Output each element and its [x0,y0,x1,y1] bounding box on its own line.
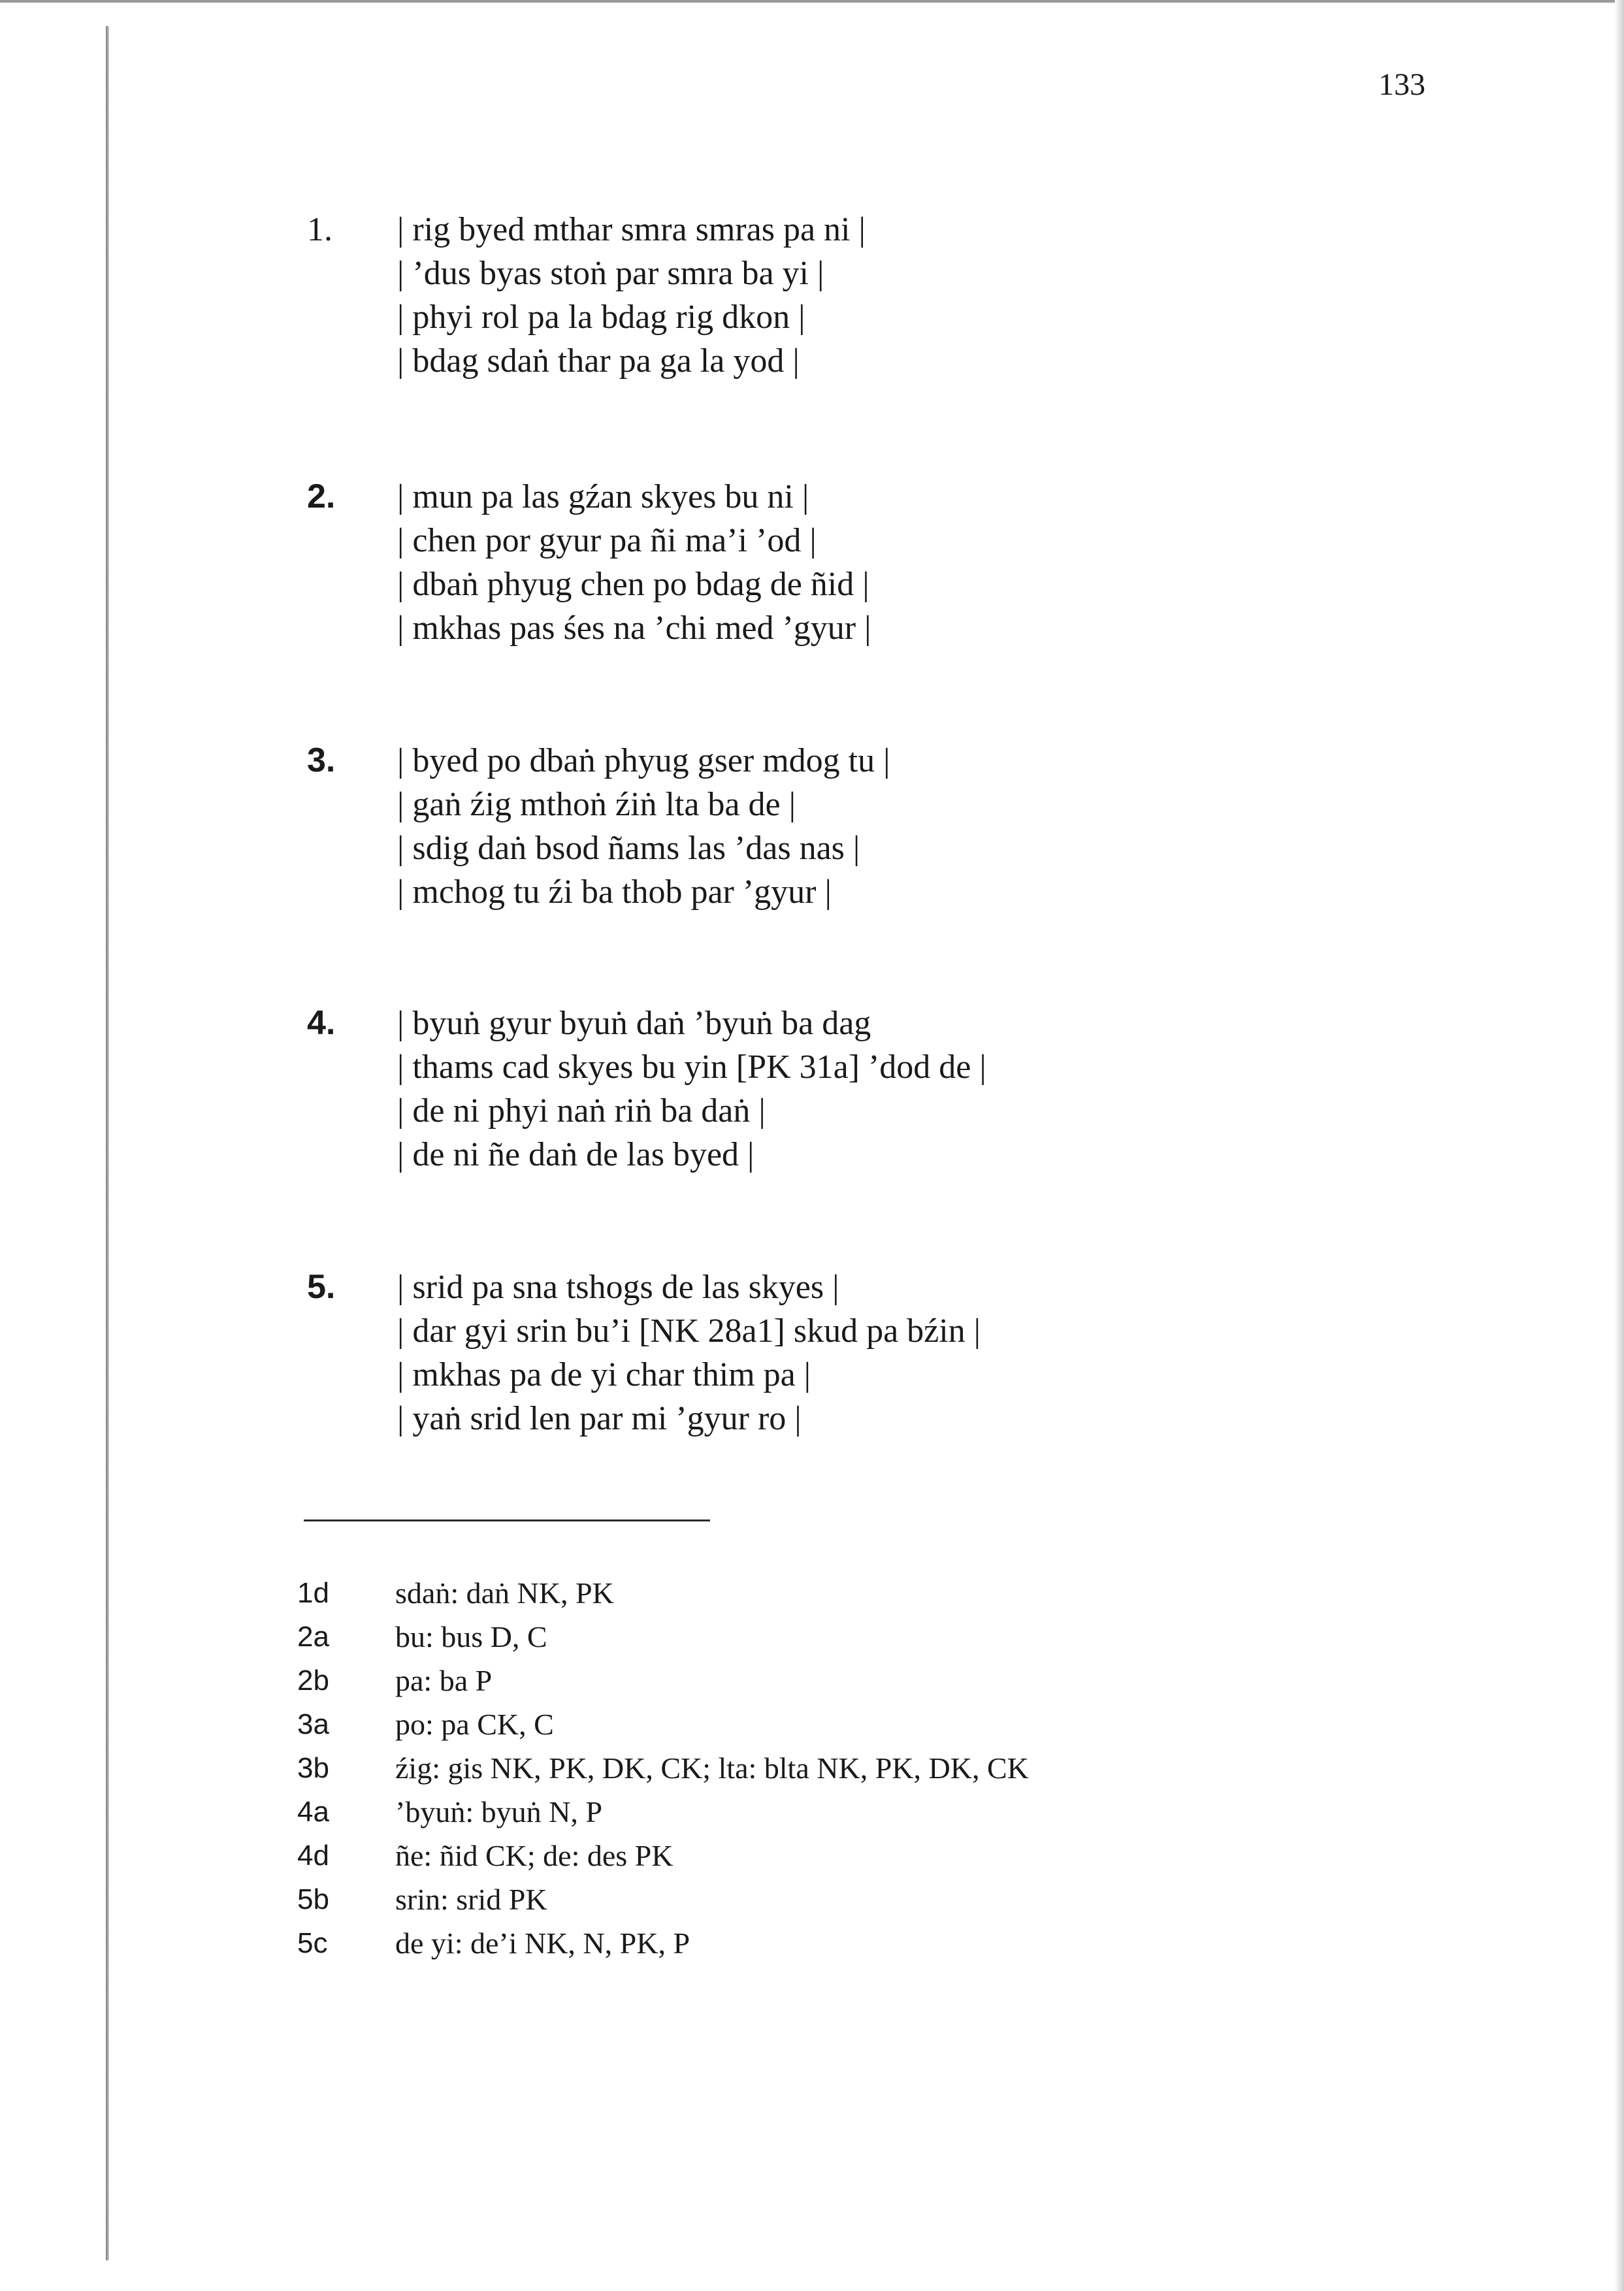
verse-line: | mkhas pa de yi char thim pa | [397,1356,811,1393]
apparatus-ref: 5c [297,1927,328,1959]
apparatus-ref: 2b [297,1665,329,1697]
stanza-number: 5. [307,1268,336,1306]
page-top-edge [0,0,1624,3]
apparatus-ref: 5b [297,1883,329,1915]
verse-line: | byed po dbaṅ phyug gser mdog tu | [397,742,890,779]
apparatus-text: bu: bus D, C [395,1620,547,1653]
apparatus-text: ñe: ñid CK; de: des PK [395,1839,674,1872]
verse-line: | chen por gyur pa ñi ma’i ’od | [397,522,817,559]
apparatus-ref: 1d [297,1577,329,1609]
verse-line: | de ni ñe daṅ de las byed | [397,1136,755,1173]
page-number: 133 [1378,67,1425,102]
verse-line: | dar gyi srin bu’i [NK 28a1] skud pa bźin | [397,1312,981,1350]
apparatus-ref: 4a [297,1796,329,1828]
verse-line: | byuṅ gyur byuṅ daṅ ’byuṅ ba dag [397,1005,871,1042]
verse-line: | ’dus byas stoṅ par smra ba yi | [397,255,824,292]
apparatus-entry [297,1571,1473,1615]
apparatus-ref: 2a [297,1621,329,1653]
stanza-number: 1. [307,211,333,248]
binding-shadow [106,26,109,2260]
stanza-lines [397,1001,1377,1177]
verse-line: | yaṅ srid len par mi ’gyur ro | [397,1400,802,1437]
apparatus-entry [297,1746,1473,1790]
apparatus-entry [297,1659,1473,1702]
apparatus-entry [297,1834,1473,1877]
apparatus-text: srin: srid PK [395,1883,547,1916]
verse-line: | mun pa las gźan skyes bu ni | [397,478,809,515]
apparatus-text: pa: ba P [395,1664,493,1697]
apparatus-text: ’byuṅ: byuṅ N, P [395,1795,602,1828]
apparatus-ref: 3b [297,1752,329,1784]
apparatus-entry [297,1877,1473,1921]
verse-line: | phyi rol pa la bdag rig dkon | [397,299,805,336]
apparatus-ref: 3a [297,1708,329,1740]
stanza-number: 4. [307,1004,336,1042]
apparatus-entry [297,1921,1473,1965]
apparatus-text: po: pa CK, C [395,1708,554,1741]
verse-line: | thams cad skyes bu yin [PK 31a] ’dod de | [397,1048,986,1086]
apparatus-text: sdaṅ: daṅ NK, PK [395,1576,614,1610]
apparatus-text: de yi: de’i NK, N, PK, P [395,1926,690,1960]
verse-line: | srid pa sna tshogs de las skyes | [397,1269,839,1306]
apparatus-text: źig: gis NK, PK, DK, CK; lta: blta NK, PK, DK, CK [395,1751,1029,1785]
footnote-divider [304,1519,710,1521]
apparatus-ref: 4d [297,1840,329,1872]
verse-line: | sdig daṅ bsod ñams las ’das nas | [397,830,860,867]
stanza-lines [397,1265,1377,1440]
stanza-number: 3. [307,741,336,779]
stanza-number: 2. [307,478,336,515]
stanza-lines [397,739,1377,914]
verse-line: | mchog tu źi ba thob par ’gyur | [397,873,832,911]
stanza-lines [397,475,1377,650]
page-right-edge [1615,0,1624,2291]
verse-line: | dbaṅ phyug chen po bdag de ñid | [397,566,869,603]
apparatus-entry [297,1790,1473,1834]
verse-line: | rig byed mthar smra smras pa ni | [397,211,866,248]
verse-line: | mkhas pas śes na ’chi med ’gyur | [397,609,871,647]
apparatus-entry [297,1615,1473,1659]
apparatus-entry [297,1702,1473,1746]
stanza-lines [397,208,1377,383]
critical-apparatus [297,1571,1473,1965]
verse-line: | bdag sdaṅ thar pa ga la yod | [397,342,800,380]
verse-line: | gaṅ źig mthoṅ źiṅ lta ba de | [397,786,796,823]
verse-line: | de ni phyi naṅ riṅ ba daṅ | [397,1092,766,1129]
